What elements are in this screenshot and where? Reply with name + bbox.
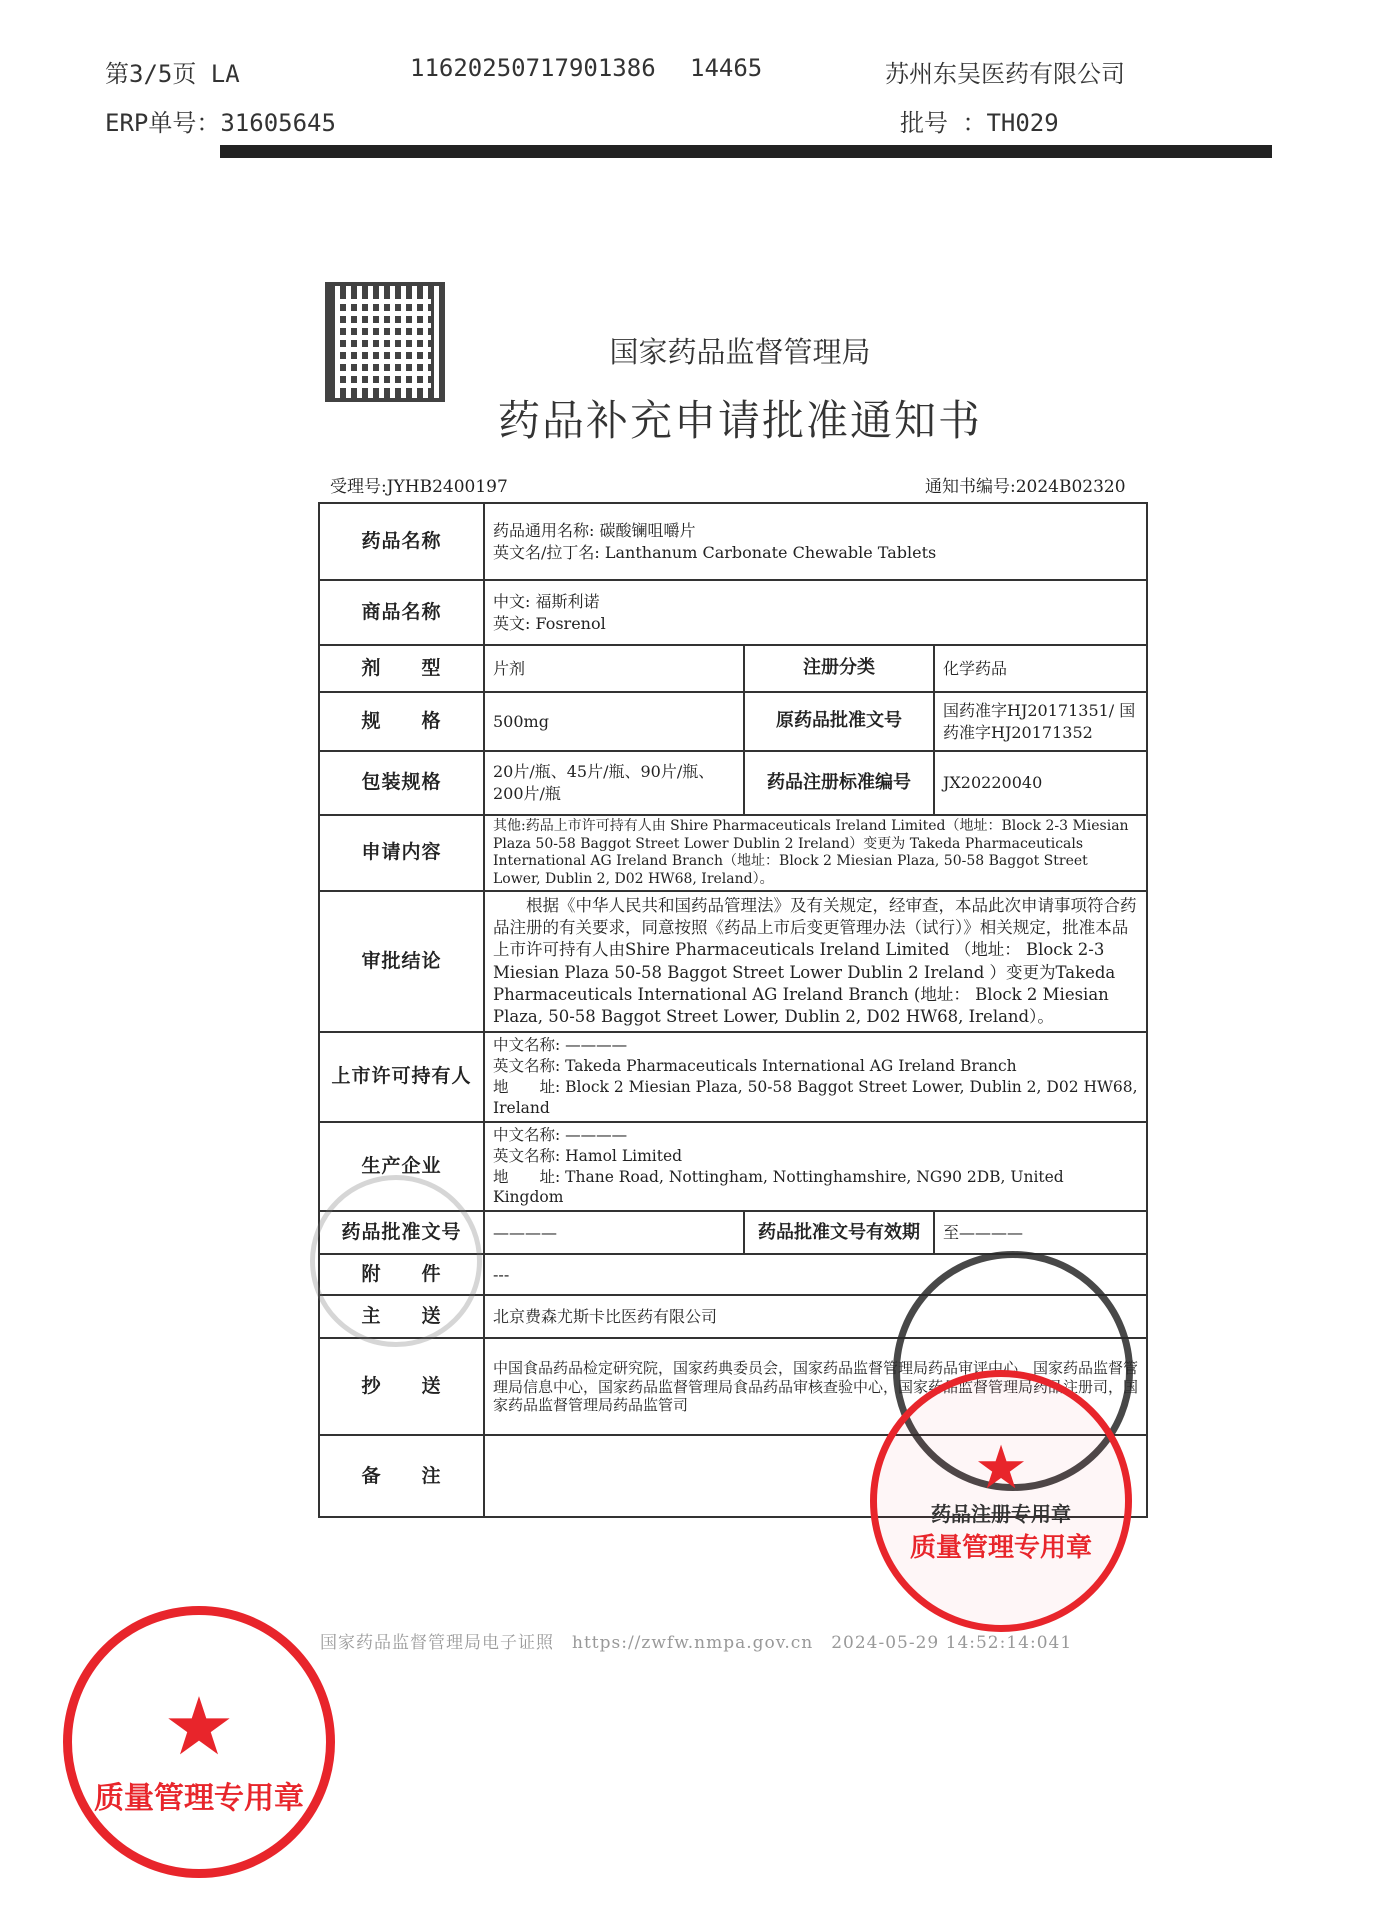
stamp-text: 质量管理专用章 xyxy=(94,1781,304,1816)
label: 药品批准文号 xyxy=(319,1211,484,1254)
star-icon: ★ xyxy=(163,1680,235,1773)
row-drug-name xyxy=(319,503,1147,580)
value: 地 址: Block 2 Miesian Plaza, 50-58 Baggot Street Lower, Dublin 2, D02 HW68, Ireland xyxy=(493,1077,1138,1117)
label: 药品名称 xyxy=(319,503,484,580)
value: 英文名称: Hamol Limited xyxy=(493,1146,683,1165)
label: 抄 送 xyxy=(319,1338,484,1435)
row-pack xyxy=(319,751,1147,815)
label: 审批结论 xyxy=(319,891,484,1032)
value: 至———— xyxy=(934,1211,1147,1254)
footer-e-certificate: 国家药品监督管理局电子证照 https://zwfw.nmpa.gov.cn 2024-05-29 14:52:14:041 xyxy=(320,1633,1073,1653)
label: 生产企业 xyxy=(319,1122,484,1212)
value: 500mg xyxy=(484,692,744,751)
stamp-text: 质量管理专用章 xyxy=(909,1533,1092,1563)
label: 剂 型 xyxy=(319,645,484,692)
stamp-text: 药品注册专用章 xyxy=(931,1502,1071,1526)
value: --- xyxy=(484,1254,1147,1295)
gray-stamp xyxy=(310,1175,482,1347)
value: 中文名称: ———— xyxy=(493,1125,628,1144)
company-quality-stamp xyxy=(63,1606,335,1878)
label: 主 送 xyxy=(319,1295,484,1338)
company-name: 苏州东吴医药有限公司 xyxy=(885,60,1125,88)
batch-number: 批号 ：TH029 xyxy=(900,109,1059,137)
doc-code: 11620250717901386 xyxy=(410,54,656,82)
label: 商品名称 xyxy=(319,580,484,645)
document-title: 药品补充申请批准通知书 xyxy=(497,396,982,445)
page-indicator: 第3/5页 LA xyxy=(105,60,240,88)
label: 备 注 xyxy=(319,1435,484,1517)
authority-title: 国家药品监督管理局 xyxy=(609,335,871,369)
value: JX20220040 xyxy=(934,751,1147,815)
label: 原药品批准文号 xyxy=(744,692,934,751)
label: 申请内容 xyxy=(319,815,484,891)
value: 20片/瓶、45片/瓶、90片/瓶、200片/瓶 xyxy=(484,751,744,815)
label: 注册分类 xyxy=(744,645,934,692)
value: 地 址: Thane Road, Nottingham, Nottinghamshire, NG90 2DB, United Kingdom xyxy=(493,1167,1064,1207)
erp-number: ERP单号：31605645 xyxy=(105,109,336,137)
value: 其他:药品上市许可持有人由 Shire Pharmaceuticals Ireland Limited（地址：Block 2-3 Miesian Plaza 50-58 Baggot Street Lower Dublin 2 Ireland）变更为 Takeda Pharmaceuticals International AG Ireland Branch（地址：Block 2 Miesian Plaza, 50-58 Baggot Street Lower, Dublin 2, D02 HW68, Ireland）。 xyxy=(484,815,1147,891)
doc-num: 14465 xyxy=(690,54,763,82)
value: 英文名/拉丁名: Lanthanum Carbonate Chewable Tablets xyxy=(493,542,937,562)
value: 英文: Fosrenol xyxy=(493,613,606,633)
row-spec xyxy=(319,692,1147,751)
label: 药品批准文号有效期 xyxy=(744,1211,934,1254)
value: 片剂 xyxy=(484,645,744,692)
label: 药品注册标准编号 xyxy=(744,751,934,815)
label: 附 件 xyxy=(319,1254,484,1295)
accept-number: 受理号:JYHB2400197 xyxy=(330,477,508,497)
row-holder xyxy=(319,1032,1147,1122)
value: 英文名称: Takeda Pharmaceuticals International AG Ireland Branch xyxy=(493,1056,1017,1075)
notice-number: 通知书编号:2024B02320 xyxy=(925,477,1126,497)
value: 中文名称: ———— xyxy=(493,1036,628,1054)
value: 北京费森尤斯卡比医药有限公司 xyxy=(484,1295,1147,1338)
value: 药品通用名称: 碳酸镧咀嚼片 xyxy=(493,520,696,540)
row-conclusion xyxy=(319,891,1147,1032)
nmpa-quality-stamp xyxy=(870,1370,1132,1632)
value: ———— xyxy=(484,1211,744,1254)
value: 根据《中华人民共和国药品管理法》及有关规定，经审查，本品此次申请事项符合药品注册的有关要求，同意按照《药品上市后变更管理办法（试行）》相关规定，批准本品上市许可持有人由Shire Pharmaceuticals Ireland Limited （地址： Block 2-3 Miesian Plaza 50-58 Baggot Street Lower Dublin 2 Ireland ）变更为Takeda Pharmaceuticals International AG Ireland Branch (地址： Block 2 Miesian Plaza, 50-58 Baggot Street Lower, Dublin 2, D02 HW68, Ireland）。 xyxy=(484,891,1147,1032)
value: 中文: 福斯利诺 xyxy=(493,591,600,611)
star-icon: ★ xyxy=(974,1433,1028,1503)
value: 化学药品 xyxy=(934,645,1147,692)
row-trade-name xyxy=(319,580,1147,645)
divider-bar xyxy=(220,145,1272,158)
label: 规 格 xyxy=(319,692,484,751)
label: 包装规格 xyxy=(319,751,484,815)
value: 国药准字HJ20171351/ 国药准字HJ20171352 xyxy=(934,692,1147,751)
label: 上市许可持有人 xyxy=(319,1032,484,1122)
row-content xyxy=(319,815,1147,891)
row-form xyxy=(319,645,1147,692)
value: 中国食品药品检定研究院，国家药典委员会，国家药品监督管理局药品审评中心，国家药品监督管理局信息中心，国家药品监督管理局食品药品审核查验中心，国家药品监督管理局药品注册司，国家药品监督管理局药品监管司 xyxy=(484,1338,1147,1435)
